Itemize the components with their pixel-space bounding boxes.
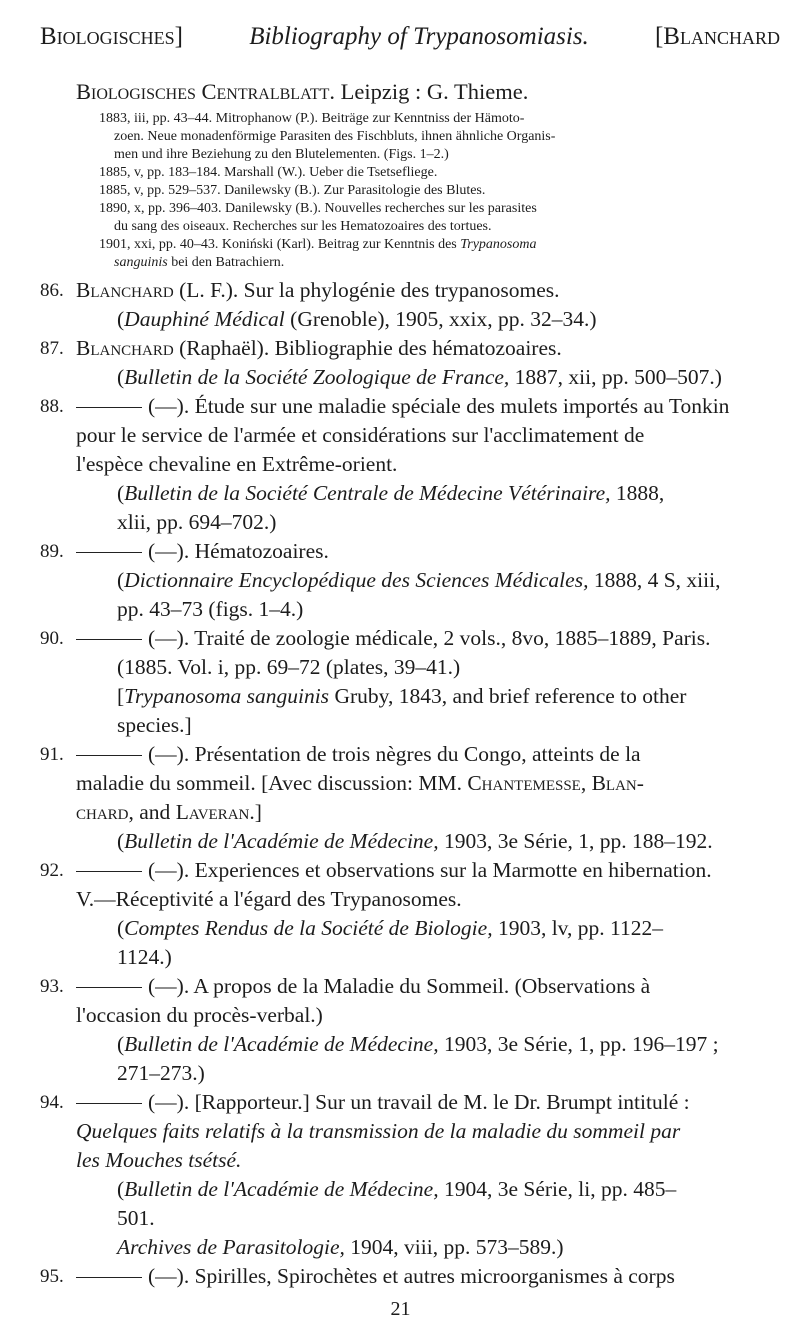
entry-line: (—). Experiences et observations sur la Marmotte en hibernation. [76, 856, 712, 885]
journal-item: 1890, x, pp. 396–403. Danilewsky (B.). Nouvelles recherches sur les parasites [99, 201, 537, 216]
running-head-section: Biologisches] [40, 23, 184, 50]
running-head [40, 20, 780, 54]
entry-line: (—). Présentation de trois nègres du Congo, atteints de la [76, 740, 641, 769]
entry-line: 501. [117, 1206, 155, 1230]
journal-item: men und ihre Beziehung zu den Blutelementen. (Figs. 1–2.) [114, 147, 449, 162]
entry-line: (Comptes Rendus de la Société de Biologie, 1903, lv, pp. 1122– [117, 916, 663, 940]
ditto-rule [76, 1277, 142, 1278]
page-number: 21 [390, 1298, 411, 1320]
ditto-rule [76, 552, 142, 553]
journal-item: 1885, v, pp. 529–537. Danilewsky (B.). Zur Parasitologie des Blutes. [99, 183, 486, 198]
entry-line: V.—Réceptivité a l'égard des Trypanosomes. [76, 887, 462, 911]
entry-number: 90. [40, 628, 64, 649]
journal-item: sanguinis bei den Batrachiern. [114, 255, 285, 270]
entry-line: (Bulletin de l'Académie de Médecine, 1903, 3e Série, 1, pp. 196–197 ; [117, 1032, 719, 1056]
entry-line: 271–273.) [117, 1061, 205, 1085]
entry-number: 93. [40, 976, 64, 997]
entry-line: (—). A propos de la Maladie du Sommeil. (Observations à [76, 972, 650, 1001]
entry-number: 89. [40, 541, 64, 562]
ditto-rule [76, 407, 142, 408]
journal-item: 1883, iii, pp. 43–44. Mitrophanow (P.). Beiträge zur Kenntniss der Hämoto- [99, 111, 525, 126]
entry-line: 1124.) [117, 945, 172, 969]
entry-number: 87. [40, 338, 64, 359]
entry-line: (Bulletin de la Société Centrale de Médecine Vétérinaire, 1888, [117, 481, 665, 505]
journal-item: du sang des oiseaux. Recherches sur les Hematozoaires des tortues. [114, 219, 492, 234]
entry-line: Archives de Parasitologie, 1904, viii, pp. 573–589.) [117, 1235, 564, 1259]
entry-line: l'occasion du procès-verbal.) [76, 1003, 323, 1027]
entry-line: l'espèce chevaline en Extrême-orient. [76, 452, 398, 476]
entry-number: 88. [40, 396, 64, 417]
entry-line: (Bulletin de l'Académie de Médecine, 1903, 3e Série, 1, pp. 188–192. [117, 829, 713, 853]
entry-line: Blanchard (Raphaël). Bibliographie des hématozoaires. [76, 336, 562, 360]
entry-line: species.] [117, 713, 192, 737]
entry-line: maladie du sommeil. [Avec discussion: MM. Chantemesse, Blan- [76, 771, 644, 795]
entry-line: (Dictionnaire Encyclopédique des Sciences Médicales, 1888, 4 S, xiii, [117, 568, 721, 592]
entry-line: (Dauphiné Médical (Grenoble), 1905, xxix, pp. 32–34.) [117, 307, 597, 331]
entry-line: les Mouches tsétsé. [76, 1148, 242, 1172]
ditto-rule [76, 987, 142, 988]
journal-item: zoen. Neue monadenförmige Parasiten des Fischbluts, ihnen ähnliche Organis- [114, 129, 556, 144]
entry-number: 92. [40, 860, 64, 881]
entry-number: 91. [40, 744, 64, 765]
entry-line: Blanchard (L. F.). Sur la phylogénie des trypanosomes. [76, 278, 560, 302]
entry-number: 86. [40, 280, 64, 301]
entry-line: [Trypanosoma sanguinis Gruby, 1843, and brief reference to other [117, 684, 687, 708]
entry-line: pp. 43–73 (figs. 1–4.) [117, 597, 304, 621]
journal-place: Leipzig : G. Thieme. [335, 79, 529, 104]
ditto-rule [76, 871, 142, 872]
ditto-rule [76, 1103, 142, 1104]
entry-number: 95. [40, 1266, 64, 1287]
journal-name: Biologisches Centralblatt. [76, 79, 336, 104]
entry-number: 94. [40, 1092, 64, 1113]
entry-line: chard, and Laveran.] [76, 800, 262, 824]
entry-line: xlii, pp. 694–702.) [117, 510, 277, 534]
entry-line: pour le service de l'armée et considérations sur l'acclimatement de [76, 423, 645, 447]
entry-line: (—). Étude sur une maladie spéciale des mulets importés au Tonkin [76, 392, 729, 421]
entry-line: (Bulletin de l'Académie de Médecine, 1904, 3e Série, li, pp. 485– [117, 1177, 677, 1201]
entry-line: (—). [Rapporteur.] Sur un travail de M. le Dr. Brumpt intitulé : [76, 1088, 690, 1117]
ditto-rule [76, 755, 142, 756]
journal-item: 1901, xxi, pp. 40–43. Koniński (Karl). Beitrag zur Kenntnis des Trypanosoma [99, 237, 537, 252]
journal-heading [76, 77, 528, 107]
entry-line: (1885. Vol. i, pp. 69–72 (plates, 39–41.) [117, 655, 461, 679]
ditto-rule [76, 639, 142, 640]
journal-item: 1885, v, pp. 183–184. Marshall (W.). Ueber die Tsetsefliege. [99, 165, 438, 180]
entry-line: (Bulletin de la Société Zoologique de France, 1887, xii, pp. 500–507.) [117, 365, 722, 389]
entry-line: (—). Hématozoaires. [76, 537, 329, 566]
entry-line: (—). Traité de zoologie médicale, 2 vols., 8vo, 1885–1889, Paris. [76, 624, 711, 653]
running-head-author: [Blanchard [654, 23, 780, 50]
entry-line: (—). Spirilles, Spirochètes et autres microorganismes à corps [76, 1262, 675, 1291]
running-head-title: Bibliography of Trypanosomiasis. [249, 23, 589, 50]
entry-line: Quelques faits relatifs à la transmission de la maladie du sommeil par [76, 1119, 681, 1143]
